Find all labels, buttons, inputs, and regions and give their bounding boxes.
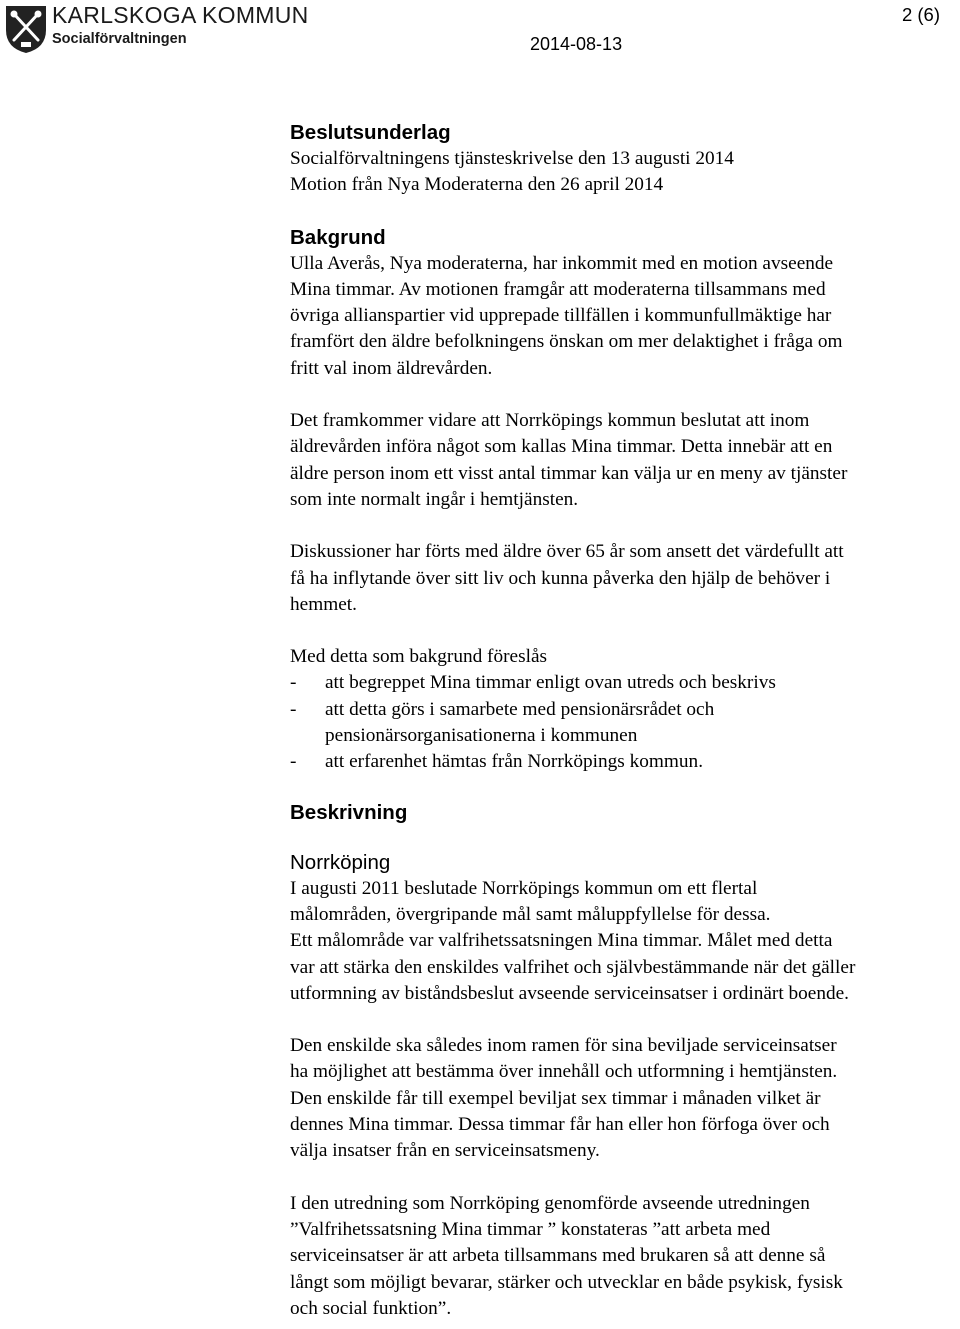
document-date: 2014-08-13 [530,34,623,54]
document-body [290,120,960,1322]
paragraph-line: Det framkommer vidare att Norrköpings kommun beslutat att inom [290,410,810,432]
paragraph-line: Diskussioner har förts med äldre över 65 år som ansett det värdefullt att [290,541,844,563]
heading-beslutsunderlag: Beslutsunderlag [290,121,451,144]
list-item [290,749,960,775]
paragraph-line: ha möjlighet att bestämma över innehåll och utformning i hemtjänsten. [290,1061,838,1083]
list-item [290,697,960,750]
paragraph-line: Ulla Averås, Nya moderaterna, har inkommit med en motion avseende [290,252,834,274]
paragraph-line: Ett målområde var valfrihetssatsningen Mina timmar. Målet med detta [290,930,833,952]
heading-beskrivning: Beskrivning [290,800,408,824]
paragraph-line: I augusti 2011 beslutade Norrköpings kommun om ett flertal [290,877,758,899]
dept-name: Socialförvaltningen [52,31,187,47]
paragraph-line: övriga allianspartier vid upprepade tillfällen i kommunfullmäktige har [290,305,832,327]
paragraph-line: framfört den äldre befolkningens önskan om mer delaktighet i fråga om [290,331,843,353]
paragraph-line: Mina timmar. Av motionen framgår att moderaterna tillsammans med [290,278,826,300]
org-logo [0,0,309,56]
list-item-text: att erfarenhet hämtas från Norrköpings kommun. [325,751,704,773]
list-item-text: att detta görs i samarbete med pensionärsrådet och [325,698,715,720]
paragraph-line: och social funktion”. [290,1297,452,1319]
list-dash: - [290,698,297,720]
paragraph-line: I den utredning som Norrköping genomförde avseende utredningen [290,1192,810,1214]
paragraph-line: målområden, övergripande mål samt måluppfyllelse för dessa. [290,903,771,925]
paragraph-line: dennes Mina timmar. Dessa timmar får han eller hon förfoga över och [290,1114,830,1136]
beslutsunderlag-line: Motion från Nya Moderaterna den 26 april 2014 [290,174,664,196]
page-number: 2 (6) [901,4,940,25]
paragraph-line: hemmet. [290,593,357,615]
list-item-text: att begreppet Mina timmar enligt ovan utreds och beskrivs [325,672,776,694]
paragraph-line: äldre person inom ett visst antal timmar kan välja ur en meny av tjänster [290,462,848,484]
paragraph-line: serviceinsatser är att arbeta tillsammans med brukaren så att denne så [290,1245,826,1267]
subheading-norrkoping: Norrköping [290,850,391,874]
paragraph-line: långt som möjligt bevarar, stärker och utvecklar en både psykisk, fysisk [290,1271,843,1293]
paragraph-line: välja insatser från en serviceinsatsmeny. [290,1140,600,1162]
paragraph-line: utformning av biståndsbeslut avseende serviceinsatser i ordinärt boende. [290,982,849,1004]
paragraph-line: äldrevården införa något som kallas Mina timmar. Detta innebär att en [290,436,833,458]
paragraph-line: Den enskilde får till exempel beviljat sex timmar i månaden vilket är [290,1087,821,1109]
list-item-text: pensionärsorganisationerna i kommunen [325,725,638,747]
list-dash: - [290,751,297,773]
paragraph-line: få ha inflytande över sitt liv och kunna påverka den hjälp de behöver i [290,567,831,589]
paragraph-line: ”Valfrihetssatsning Mina timmar ” konstateras ”att arbeta med [290,1218,771,1240]
paragraph-line: var att stärka den enskildes valfrihet och självbestämmande när det gäller [290,956,856,978]
paragraph-line: som inte normalt ingår i hemtjänsten. [290,488,579,510]
list-item [290,670,960,696]
paragraph-line: fritt val inom äldrevården. [290,357,493,379]
org-name: KARLSKOGA KOMMUN [52,2,309,28]
list-dash: - [290,672,297,694]
proposal-intro: Med detta som bakgrund föreslås [290,646,548,668]
paragraph-line: Den enskilde ska således inom ramen för sina beviljade serviceinsatser [290,1035,837,1057]
beslutsunderlag-line: Socialförvaltningens tjänsteskrivelse den 13 augusti 2014 [290,148,734,169]
heading-bakgrund: Bakgrund [290,225,386,249]
coat-of-arms-icon [4,4,48,54]
